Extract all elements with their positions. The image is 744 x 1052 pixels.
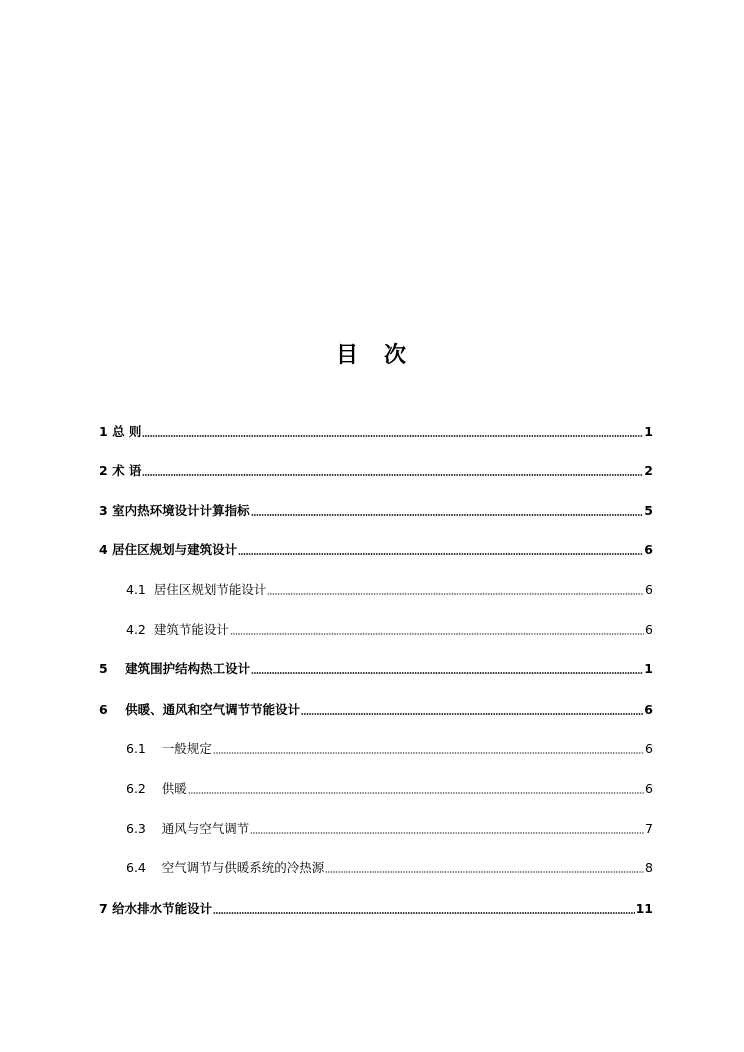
- toc-entry-4-1[interactable]: [126, 581, 653, 599]
- page-title-char-2: 次: [384, 343, 409, 368]
- toc-entry-1[interactable]: [99, 423, 653, 441]
- dot-leader: [213, 752, 644, 754]
- toc-entry-number: 5: [99, 661, 108, 676]
- dot-leader: [238, 553, 643, 555]
- dot-leader: [251, 672, 643, 674]
- toc-entry-7[interactable]: [99, 900, 653, 918]
- toc-entry-6-1[interactable]: [126, 740, 653, 758]
- toc-entry-6-2[interactable]: [126, 780, 653, 798]
- toc-entry-label: 供暖、通风和空气调节节能设计: [125, 702, 301, 717]
- toc-entry-number: 3: [99, 503, 108, 518]
- toc-entry-label: 供暖: [161, 781, 187, 796]
- toc-entry-number: 4.2: [126, 622, 146, 637]
- dot-leader: [142, 474, 643, 476]
- toc-entry-number: 6.4: [126, 860, 146, 875]
- toc-entry-page: 6: [644, 542, 653, 557]
- toc-entry-label: 建筑围护结构热工设计: [125, 661, 251, 676]
- toc-entry-label: 通风与空气调节: [161, 821, 250, 836]
- toc-entry-label: 总 则: [112, 424, 142, 439]
- toc-entry-4-2[interactable]: [126, 621, 653, 639]
- toc-entry-number: 4: [99, 542, 108, 557]
- toc-entry-page: 11: [635, 901, 653, 916]
- toc-entry-page: 8: [645, 860, 653, 875]
- dot-leader: [251, 514, 644, 516]
- toc-entry-page: 7: [645, 821, 653, 836]
- dot-leader: [213, 912, 635, 914]
- toc-entry-2[interactable]: [99, 462, 653, 480]
- toc-entry-label: 一般规定: [161, 741, 212, 756]
- toc-entry-page: 6: [645, 582, 653, 597]
- toc-entry-label: 术 语: [112, 463, 142, 478]
- dot-leader: [230, 633, 644, 635]
- toc-entry-number: 1: [99, 424, 108, 439]
- dot-leader: [188, 792, 644, 794]
- toc-entry-page: 6: [645, 781, 653, 796]
- toc-entry-label: 空气调节与供暖系统的冷热源: [161, 860, 325, 875]
- toc-entry-label: 室内热环境设计计算指标: [112, 503, 250, 518]
- toc-entry-page: 2: [644, 463, 653, 478]
- toc-entry-number: 6.3: [126, 821, 146, 836]
- toc-entry-page: 6: [645, 741, 653, 756]
- toc-entry-3[interactable]: [99, 502, 653, 520]
- toc-entry-label: 建筑节能设计: [153, 622, 229, 637]
- dot-leader: [301, 713, 643, 715]
- toc-entry-page: 1: [644, 661, 653, 676]
- dot-leader: [325, 871, 644, 873]
- toc-entry-label: 给水排水节能设计: [112, 901, 213, 916]
- dot-leader: [267, 593, 644, 595]
- toc-entry-number: 6.2: [126, 781, 146, 796]
- toc-entry-number: 6.1: [126, 741, 146, 756]
- toc-entry-page: 5: [644, 503, 653, 518]
- toc-entry-number: 7: [99, 901, 108, 916]
- toc-entry-number: 4.1: [126, 582, 146, 597]
- toc-entry-6[interactable]: [99, 701, 653, 719]
- toc-entry-page: 6: [645, 622, 653, 637]
- dot-leader: [142, 435, 643, 437]
- toc-entry-number: 2: [99, 463, 108, 478]
- toc-entry-6-3[interactable]: [126, 820, 653, 838]
- toc-entry-label: 居住区规划节能设计: [153, 582, 267, 597]
- toc-entry-label: 居住区规划与建筑设计: [112, 542, 238, 557]
- toc-entry-page: 6: [644, 702, 653, 717]
- toc-entry-5[interactable]: [99, 660, 653, 678]
- toc-entry-6-4[interactable]: [126, 859, 653, 877]
- dot-leader: [250, 832, 644, 834]
- toc-entry-4[interactable]: [99, 541, 653, 559]
- toc-entry-number: 6: [99, 702, 108, 717]
- toc-entry-page: 1: [644, 424, 653, 439]
- page-title-char-1: 目: [335, 343, 360, 368]
